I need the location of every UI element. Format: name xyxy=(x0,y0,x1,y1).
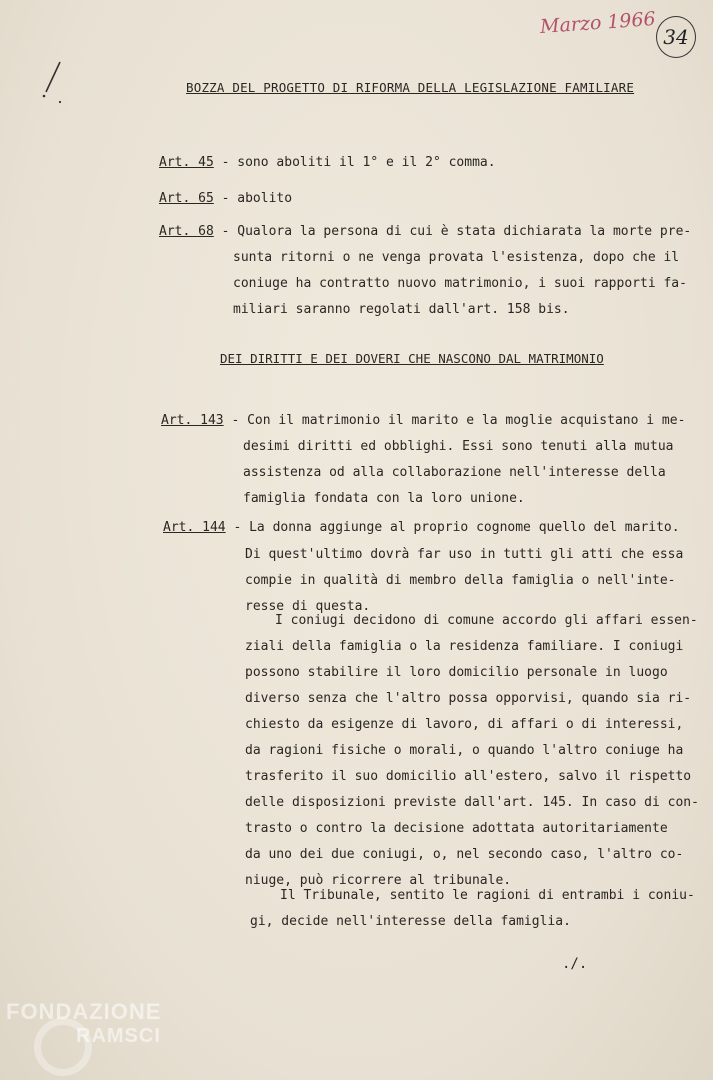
paragraph-line: Il Tribunale, sentito le ragioni di entrambi i coniu- xyxy=(280,888,695,903)
article-label: Art. 65 xyxy=(159,191,214,206)
article-text: Qualora la persona di cui è stata dichiarata la morte pre- xyxy=(237,224,692,239)
article-68: Art. 68 - Qualora la persona di cui è stata dichiarata la morte pre- xyxy=(159,224,692,239)
pen-mark-icon xyxy=(36,58,66,104)
article-text: abolito xyxy=(237,191,293,206)
paragraph-line: trasto o contro la decisione adottata autoritariamente xyxy=(245,821,668,836)
document-title: BOZZA DEL PROGETTO DI RIFORMA DELLA LEGISLAZIONE FAMILIARE xyxy=(186,80,635,95)
paragraph-line: possono stabilire il loro domicilio personale in luogo xyxy=(245,665,668,680)
watermark-line-2: RAMSCI xyxy=(76,1025,161,1047)
article-label: Art. 143 xyxy=(161,413,224,428)
paragraph-line: chiesto da esigenze di lavoro, di affari o di interessi, xyxy=(245,717,684,732)
page-number: 34 xyxy=(656,16,696,58)
article-line: miliari saranno regolati dall'art. 158 bis. xyxy=(233,302,570,317)
handwritten-date: Marzo 1966 xyxy=(539,7,657,39)
article-45: Art. 45 - sono aboliti il 1° e il 2° comma. xyxy=(159,155,496,170)
paragraph-line: trasferito il suo domicilio all'estero, salvo il rispetto xyxy=(245,769,692,784)
article-text: La donna aggiunge al proprio cognome quello del marito. xyxy=(249,520,680,535)
article-line: Di quest'ultimo dovrà far uso in tutti gli atti che essa xyxy=(245,547,684,562)
section-title: DEI DIRITTI E DEI DOVERI CHE NASCONO DAL MATRIMONIO xyxy=(220,351,604,366)
article-line: resse di questa. xyxy=(245,599,371,614)
article-144: Art. 144 - La donna aggiunge al proprio cognome quello del marito. xyxy=(163,520,680,535)
paragraph-line: da ragioni fisiche o morali, o quando l'altro coniuge ha xyxy=(245,743,684,758)
article-line: famiglia fondata con la loro unione. xyxy=(243,491,525,506)
article-line: desimi diritti ed obblighi. Essi sono tenuti alla mutua xyxy=(243,439,674,454)
watermark-line-1: FONDAZIONE xyxy=(6,999,162,1024)
paragraph-line: gi, decide nell'interesse della famiglia. xyxy=(250,914,571,929)
paragraph-line: diverso senza che l'altro possa opporvisi, quando sia ri- xyxy=(245,691,692,706)
article-line: coniuge ha contratto nuovo matrimonio, i suoi rapporti fa- xyxy=(233,276,687,291)
article-line: sunta ritorni o ne venga provata l'esistenza, dopo che il xyxy=(233,250,680,265)
continuation-mark: ./. xyxy=(562,956,588,972)
article-label: Art. 144 xyxy=(163,520,226,535)
article-line: compie in qualità di membro della famiglia o nell'inte- xyxy=(245,573,676,588)
archive-watermark xyxy=(6,1000,161,1048)
article-text: sono aboliti il 1° e il 2° comma. xyxy=(237,155,496,170)
paragraph-line: I coniugi decidono di comune accordo gli affari essen- xyxy=(275,613,698,628)
article-label: Art. 45 xyxy=(159,155,214,170)
paragraph-line: delle disposizioni previste dall'art. 145. In caso di con- xyxy=(245,795,699,810)
article-143: Art. 143 - Con il matrimonio il marito e la moglie acquistano i me- xyxy=(161,413,686,428)
paragraph-line: ziali della famiglia o la residenza familiare. I coniugi xyxy=(245,639,684,654)
paragraph-line: niuge, può ricorrere al tribunale. xyxy=(245,873,512,888)
article-label: Art. 68 xyxy=(159,224,214,239)
watermark-g-icon xyxy=(34,1018,92,1076)
article-line: assistenza od alla collaborazione nell'interesse della xyxy=(243,465,666,480)
article-text: Con il matrimonio il marito e la moglie acquistano i me- xyxy=(247,413,686,428)
paragraph-line: da uno dei due coniugi, o, nel secondo caso, l'altro co- xyxy=(245,847,684,862)
article-65: Art. 65 - abolito xyxy=(159,191,293,206)
